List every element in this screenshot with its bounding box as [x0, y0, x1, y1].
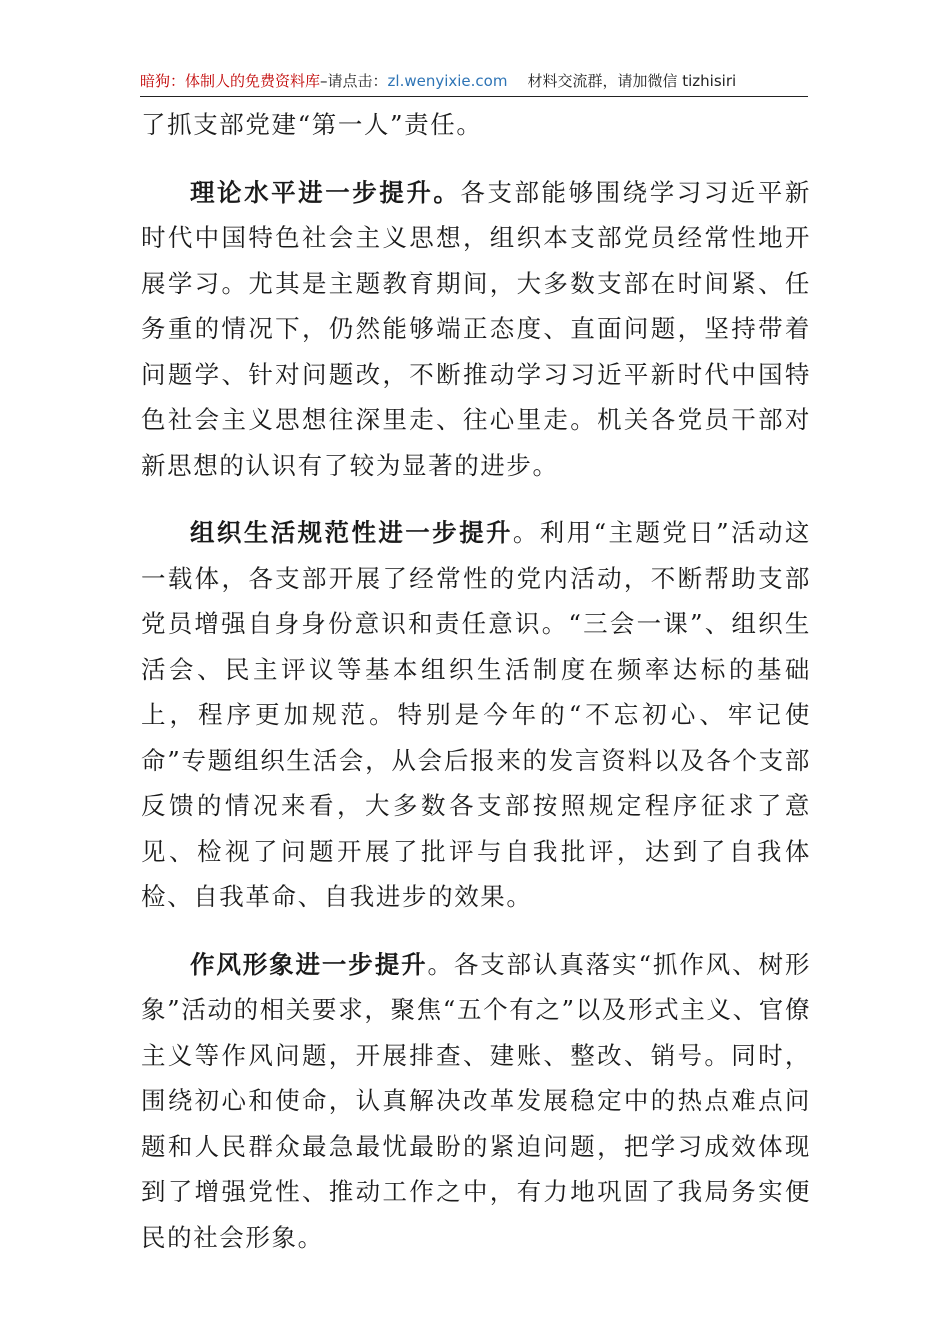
header-prompt-text: –请点击：: [320, 72, 388, 90]
paragraph-text: 。利用“主题党日”活动这一载体，各支部开展了经常性的党内活动，不断帮助支部党员增强自身身份意识和责任意识。“三会一课”、组织生活会、民主评议等基本组织生活制度在频率达标的基础上，程序更加规范。特别是今年的“不忘初心、牢记使命”专题组织生活会，从会后报来的发言资料以及各个支部反馈的情况来看，大多数各支部按照规定程序征求了意见、检视了问题开展了批评与自我批评，达到了自我体检、自我革命、自我进步的效果。: [141, 518, 812, 911]
paragraph-heading: 作风形象进一步提升: [190, 949, 428, 979]
page-header: [140, 70, 808, 97]
paragraph-text: 。各支部认真落实“抓作风、树形象”活动的相关要求，聚焦“五个有之”以及形式主义、官僚主义等作风问题，开展排查、建账、整改、销号。同时，围绕初心和使命，认真解决改革发展稳定中的热点难点问题和人民群众最急最忧最盼的紧迫问题，把学习成效体现到了增强党性、推动工作之中，有力地巩固了我局务实便民的社会形象。: [141, 949, 811, 1252]
header-group-text: 材料交流群，请加微信 tizhisiri: [527, 72, 737, 90]
paragraph-heading: 组织生活规范性进一步提升: [190, 518, 513, 547]
header-brand-text: 暗狗：体制人的免费资料库: [140, 72, 321, 90]
continuation-text: 了抓支部党建“第一人”责任。: [141, 110, 483, 139]
paragraph-theory: [141, 170, 811, 489]
paragraph-style: [141, 942, 811, 1261]
header-link[interactable]: zl.wenyixie.com: [387, 72, 508, 90]
document-body: [141, 102, 811, 1260]
paragraph-heading: 理论水平进一步提升。: [190, 177, 461, 207]
paragraph-organization: [141, 510, 811, 920]
paragraph-text: 各支部能够围绕学习习近平新时代中国特色社会主义思想，组织本支部党员经常性地开展学习。尤其是主题教育期间，大多数支部在时间紧、任务重的情况下，仍然能够端正态度、直面问题，坚持带着问题学、针对问题改，不断推动学习习近平新时代中国特色社会主义思想往深里走、往心里走。机关各党员干部对新思想的认识有了较为显著的进步。: [141, 177, 811, 480]
